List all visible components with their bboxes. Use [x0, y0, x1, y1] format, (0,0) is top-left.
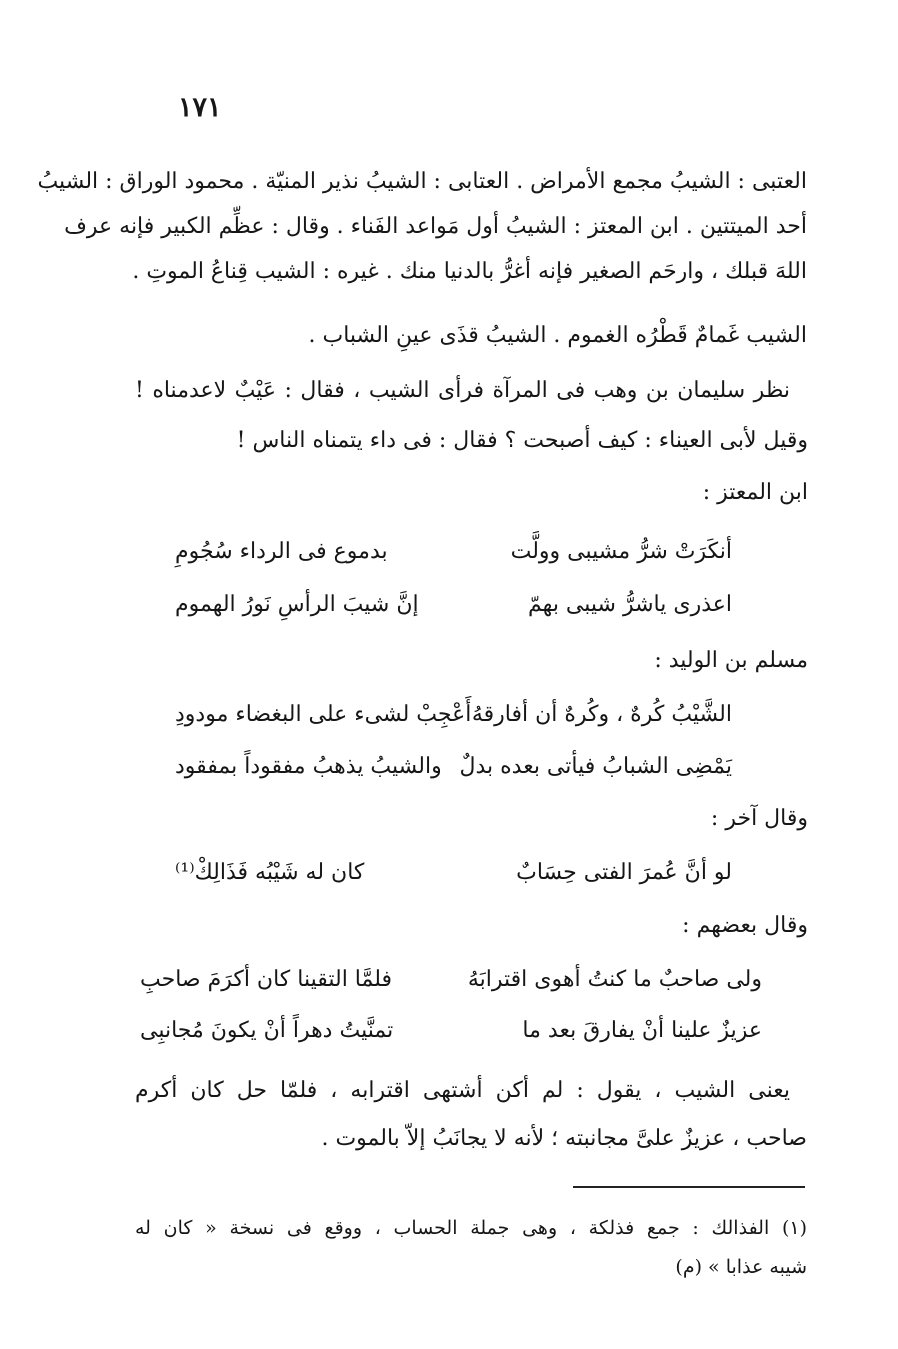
verse-second-hemistich: فلمَّا التقينا كان أكرَمَ صاحبِ — [140, 967, 393, 992]
verse-first-hemistich: لو أنَّ عُمرَ الفتى حِسَابٌ — [516, 860, 732, 885]
verse-second-hemistich: بدموع فى الرداء سُجُومِ — [175, 539, 388, 564]
footnote-line: (١) الفذالك : جمع فذلكة ، وهى جملة الحساب ، ووقع فى نسخة « كان له — [135, 1217, 807, 1239]
anecdote-line: نظر سليمان بن وهب فى المرآة فرأى الشيب ، فقال : عَيْبٌ لاعدمناه ! — [135, 378, 790, 403]
page-number: ١٧١ — [178, 92, 222, 123]
anecdote-line: وقيل لأبى العيناء : كيف أصبحت ؟ فقال : فى داء يتمناه الناس ! — [236, 428, 808, 453]
verse-second-hemistich: والشيبُ يذهبُ مفقوداً بمفقود — [175, 754, 442, 779]
verse-first-hemistich: يَمْضِى الشبابُ فيأتى بعده بدلٌ — [459, 754, 732, 779]
footnote-separator — [573, 1186, 805, 1188]
verse-line — [135, 752, 807, 782]
verse-second-hemistich: أَعْجِبْ لشىء على البغضاء مودودِ — [175, 702, 472, 727]
paragraph-line: أحد الميتتين . ابن المعتز : الشيبُ أول مَواعد الفَناء . وقال : عظِّم الكبير فإنه عرف — [64, 214, 807, 239]
poet-attribution: وقال آخر : — [710, 806, 808, 831]
footnote-line: شيبه عذابا » (م) — [675, 1256, 807, 1278]
poet-attribution: وقال بعضهم : — [682, 913, 808, 938]
verse-first-hemistich: عزيزٌ علينا أنْ يفارقَ بعد ما — [522, 1018, 762, 1043]
verse-second-hemistich: إنَّ شيبَ الرأسِ نَورُ الهموم — [175, 592, 419, 617]
verse-first-hemistich: ولى صاحبٌ ما كنتُ أهوى اقترابَهُ — [467, 967, 762, 992]
verse-first-hemistich: أنكَرَتْ شرُّ مشيبى وولَّت — [510, 539, 732, 564]
paragraph-line: اللهَ قبلك ، وارحَم الصغير فإنه أغرُّ بالدنيا منك . غيره : الشيب قِناعُ الموتِ . — [132, 259, 807, 284]
verse-second-hemistich: كان له شَيْبُه فَذَالِكْ⁽¹⁾ — [175, 860, 365, 885]
verse-first-hemistich: الشَّيْبُ كُرهٌ ، وكُرهٌ أن أفارقهُ — [471, 702, 732, 727]
verse-line — [135, 1016, 807, 1046]
commentary-line: صاحب ، عزيزٌ علىَّ مجانبته ؛ لأنه لا يجانَبُ إلاّ بالموت . — [321, 1126, 807, 1151]
paragraph-line: العتبى : الشيبُ مجمع الأمراض . العتابى : الشيبُ نذير المنيّة . محمود الوراق : الشيبُ — [37, 169, 807, 194]
commentary-line: يعنى الشيب ، يقول : لم أكن أشتهى اقترابه ، فلمّا حل كان أكرم — [135, 1078, 790, 1103]
verse-line — [135, 700, 807, 730]
poet-attribution: ابن المعتز : — [702, 480, 808, 505]
verse-line — [135, 537, 807, 567]
verse-first-hemistich: اعذرى ياشرُّ شيبى بهمّ — [528, 592, 732, 617]
verse-line — [135, 858, 807, 888]
poet-attribution: مسلم بن الوليد : — [654, 648, 808, 673]
verse-line — [135, 590, 807, 620]
verse-line — [135, 965, 807, 995]
paragraph-line: الشيب غَمامٌ قَطْرُه الغموم . الشيبُ قذَى عينِ الشباب . — [308, 323, 807, 348]
verse-second-hemistich: تمنَّيتُ دهراً أنْ يكونَ مُجانبِى — [140, 1018, 394, 1043]
